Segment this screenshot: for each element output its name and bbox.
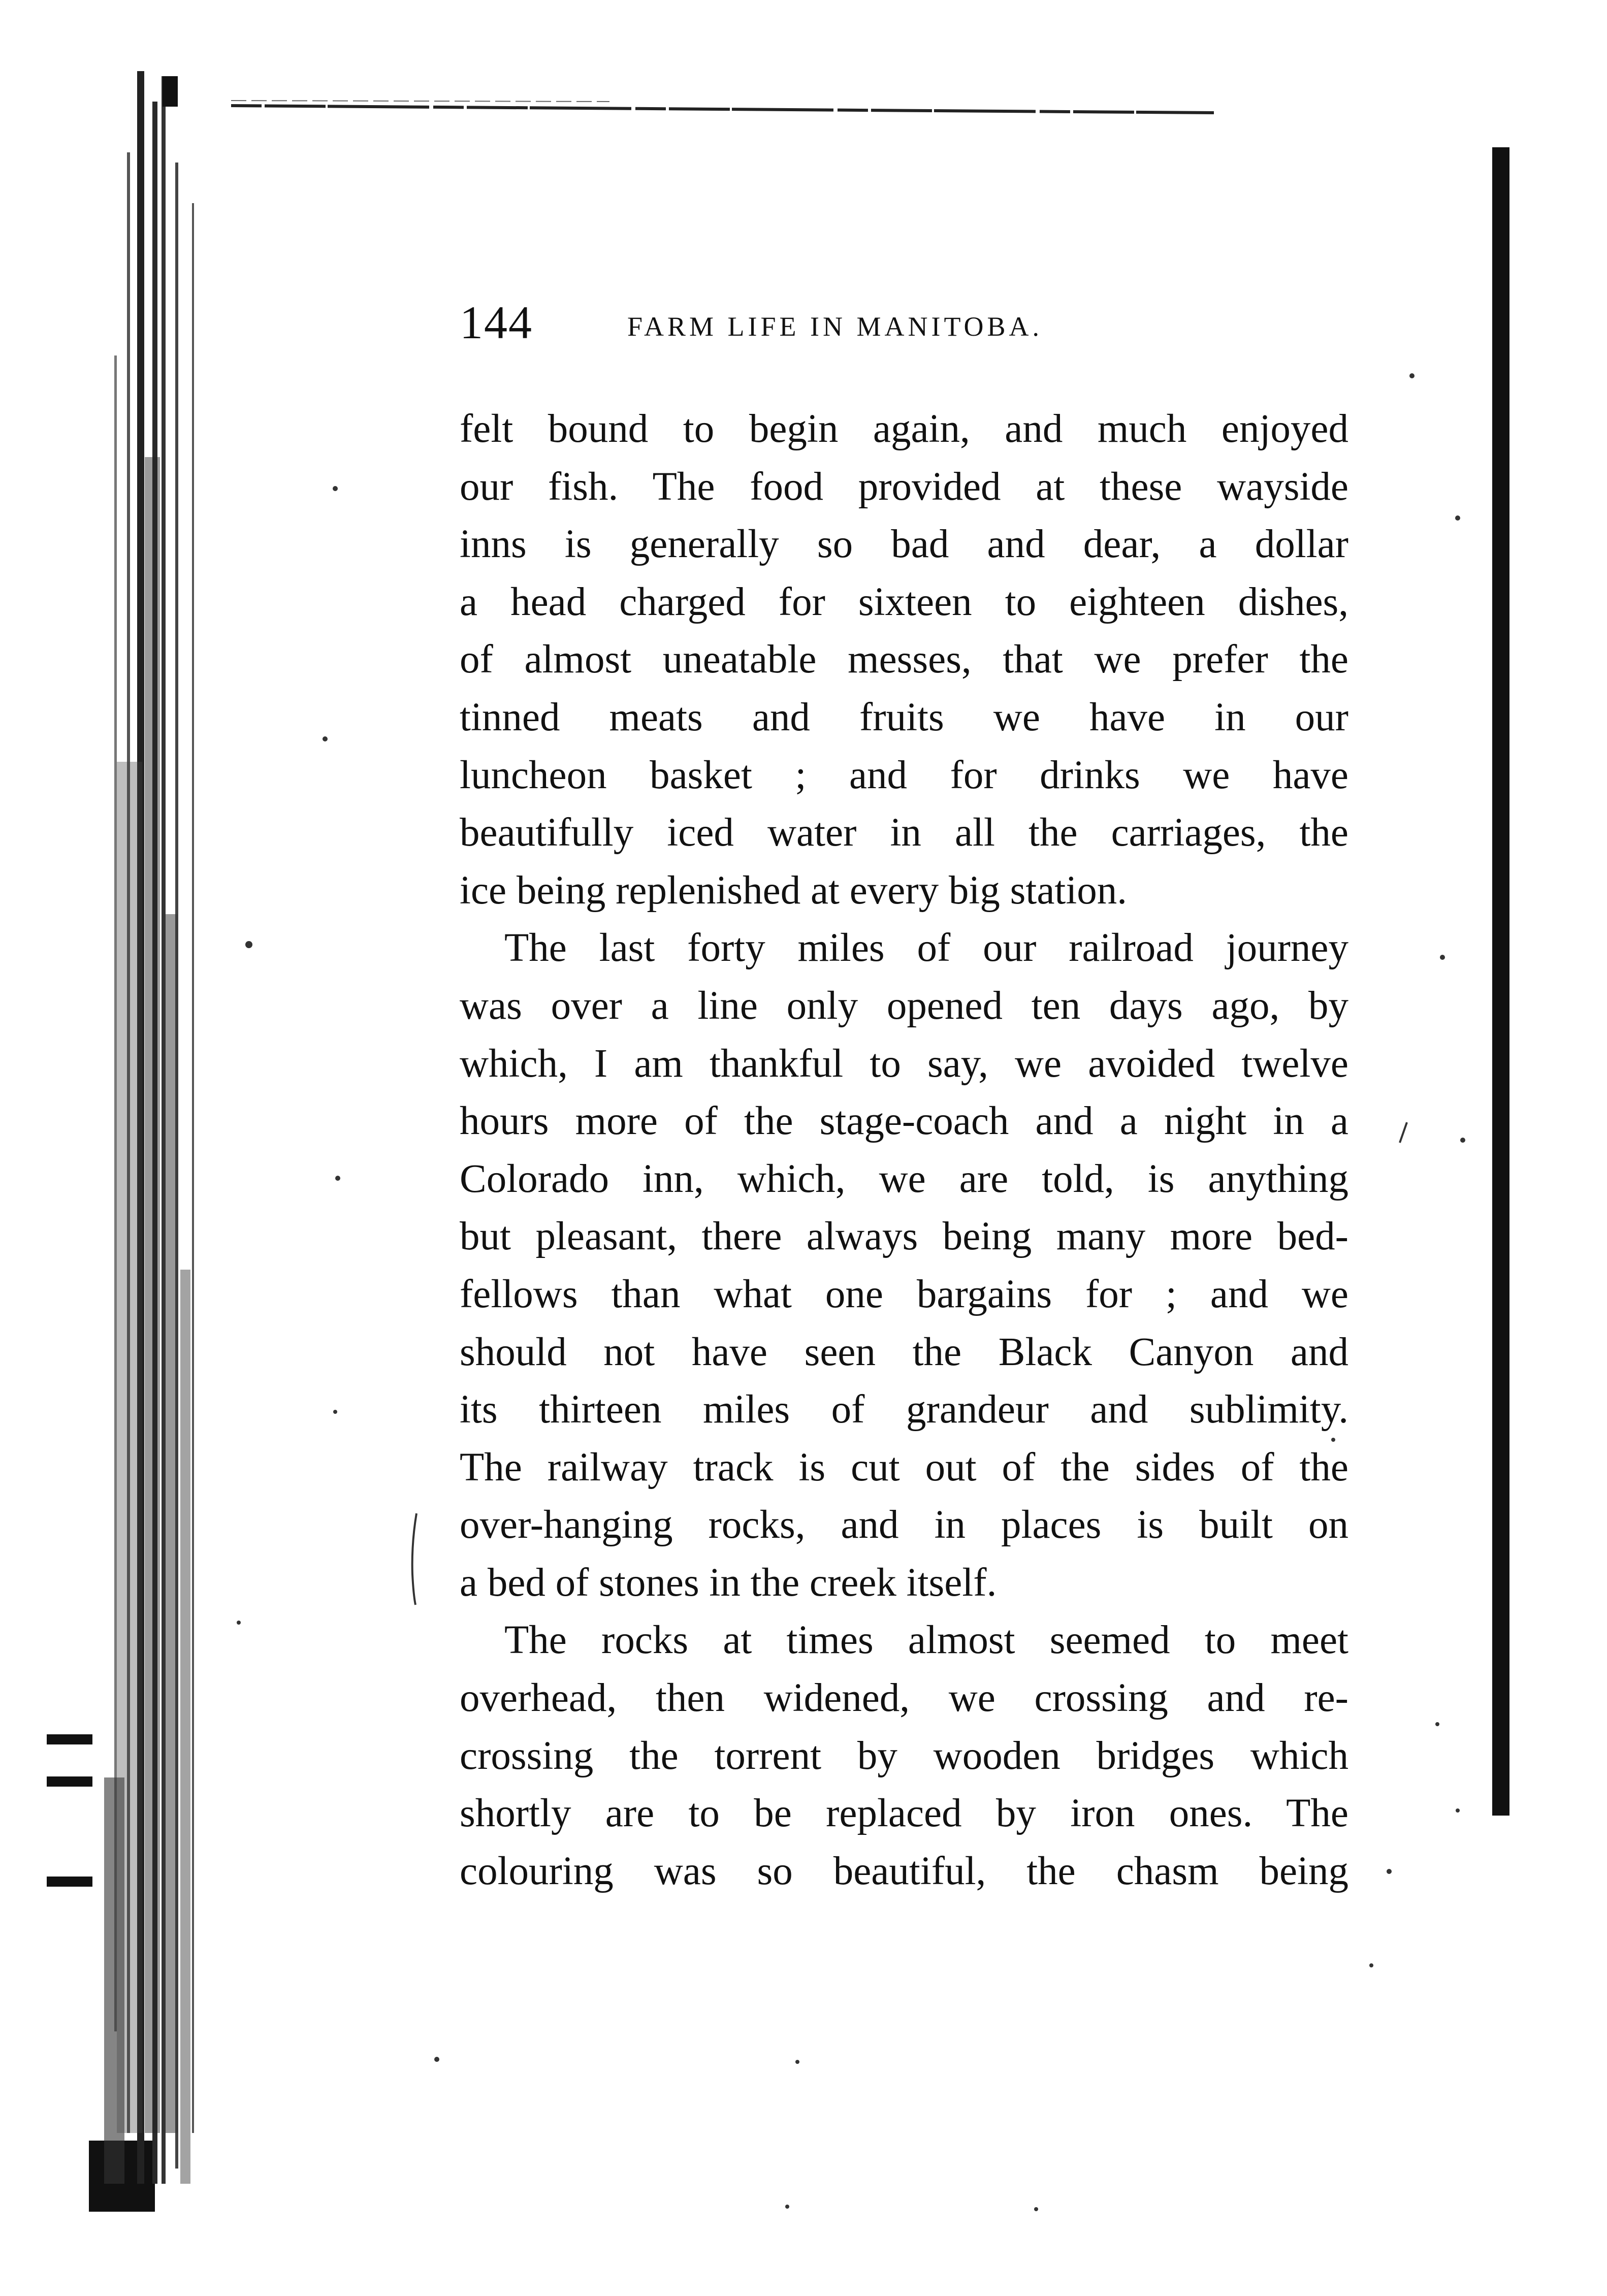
text-line: fellows than what one bargains for ; and we bbox=[460, 1272, 1348, 1316]
text-line: which, I am thankful to say, we avoided twelve bbox=[460, 1041, 1348, 1086]
text-line: luncheon basket ; and for drinks we have bbox=[460, 753, 1348, 797]
margin-tick bbox=[1400, 1122, 1407, 1143]
text-line: shortly are to be replaced by iron ones. The bbox=[460, 1791, 1348, 1836]
text-line: hours more of the stage-coach and a night in a bbox=[460, 1099, 1348, 1144]
text-line: Colorado inn, which, we are told, is anything bbox=[460, 1156, 1348, 1201]
text-line: felt bound to begin again, and much enjoyed bbox=[460, 407, 1348, 451]
text-line: a head charged for sixteen to eighteen dishes, bbox=[460, 579, 1348, 624]
right-edge-bar bbox=[1492, 147, 1509, 1816]
text-line: but pleasant, there always being many more bed- bbox=[460, 1214, 1348, 1259]
top-rule bbox=[231, 106, 1214, 113]
page-header bbox=[460, 295, 1348, 350]
text-line: should not have seen the Black Canyon and bbox=[460, 1330, 1348, 1374]
text-line: crossing the torrent by wooden bridges which bbox=[460, 1733, 1348, 1778]
margin-mark bbox=[47, 1776, 92, 1787]
paragraph bbox=[460, 400, 1348, 919]
text-line: tinned meats and fruits we have in our bbox=[460, 695, 1348, 739]
text-line: a bed of stones in the creek itself. bbox=[460, 1560, 997, 1605]
paragraph bbox=[460, 919, 1348, 1611]
binding-gutter bbox=[89, 71, 194, 2212]
text-line: The last forty miles of our railroad journey bbox=[504, 926, 1348, 971]
margin-mark bbox=[47, 1734, 92, 1744]
text-line: its thirteen miles of grandeur and sublimity. bbox=[460, 1387, 1348, 1432]
margin-hook bbox=[412, 1513, 416, 1605]
text-line: inns is generally so bad and dear, a dollar bbox=[460, 522, 1348, 567]
top-rule-faint bbox=[231, 101, 609, 102]
text-line: of almost uneatable messes, that we prefer the bbox=[460, 637, 1348, 682]
body-text bbox=[460, 400, 1348, 1900]
text-line: over-hanging rocks, and in places is built on bbox=[460, 1503, 1348, 1547]
text-line: colouring was so beautiful, the chasm being bbox=[460, 1849, 1348, 1893]
page-number: 144 bbox=[460, 297, 533, 348]
margin-mark bbox=[47, 1877, 92, 1887]
text-line: overhead, then widened, we crossing and re- bbox=[460, 1676, 1348, 1721]
text-line: beautifully iced water in all the carriages, the bbox=[460, 811, 1348, 855]
running-title: FARM LIFE IN MANITOBA. bbox=[627, 311, 1043, 342]
text-line: was over a line only opened ten days ago, by bbox=[460, 983, 1348, 1028]
text-line: our fish. The food provided at these wayside bbox=[460, 464, 1348, 509]
text-line: The rocks at times almost seemed to meet bbox=[504, 1618, 1348, 1663]
text-line: The railway track is cut out of the sides of the bbox=[460, 1445, 1348, 1490]
text-line: ice being replenished at every big station. bbox=[460, 868, 1128, 913]
paragraph bbox=[460, 1611, 1348, 1900]
